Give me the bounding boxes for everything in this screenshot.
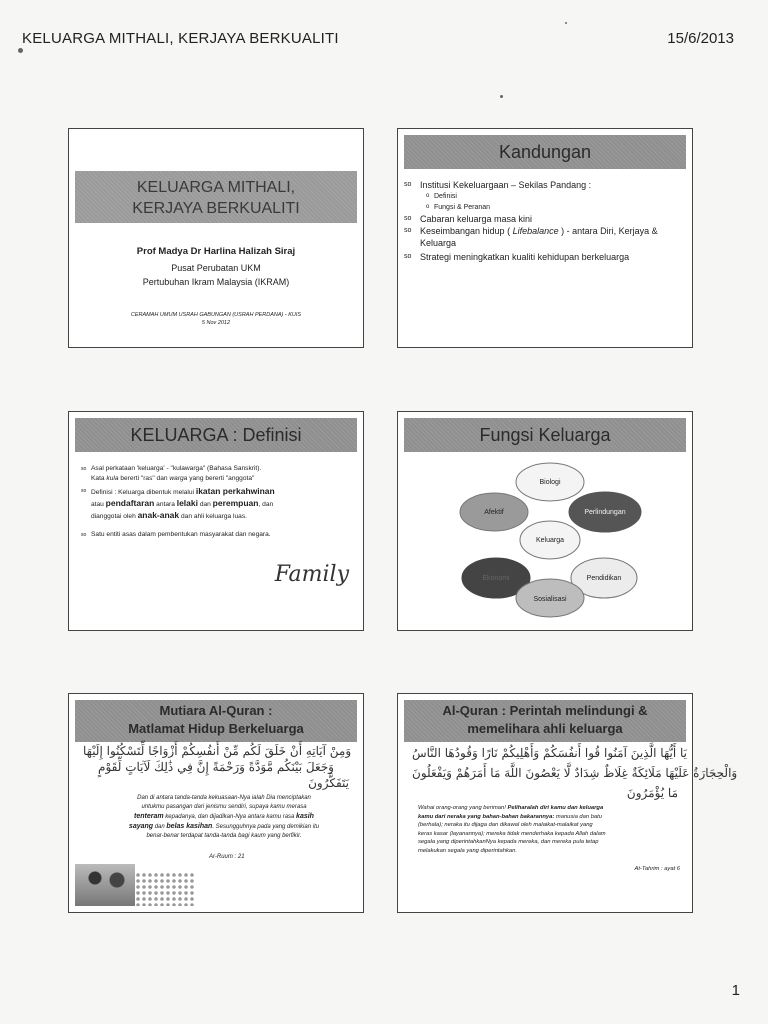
definition-text xyxy=(81,464,351,542)
bullet-icon: so xyxy=(404,227,412,234)
definition-paragraph: so Satu entiti asas dalam pembentukan masyarakat dan negara. xyxy=(81,531,271,538)
list-item: so Cabaran keluarga masa kini xyxy=(404,214,533,224)
scan-speck xyxy=(18,48,23,53)
slide-heading-line2: Matlamat Hidup Berkeluarga xyxy=(128,721,304,736)
bullet-icon: so xyxy=(81,466,87,472)
family-logo: Family xyxy=(274,562,349,587)
sub-list-item: o Fungsi & Peranan xyxy=(426,204,491,211)
author-name: Prof Madya Dr Harlina Halizah Siraj xyxy=(136,246,296,257)
arabic-verse-line1: وَمِنْ آيَاتِهِ أَنْ خَلَقَ لَكُم مِّنْ أَنفُسِكُمْ أَزْوَاجًا لِّتَسْكُنُوا إِلَيْهَا xyxy=(83,744,352,758)
arabic-verse-line3: يَتَفَكَّرُونَ xyxy=(308,776,349,790)
slide-mutiara xyxy=(68,693,364,913)
slide-definisi xyxy=(68,411,364,631)
slide-heading xyxy=(404,700,686,742)
slide-title xyxy=(68,128,364,348)
bullet-icon: so xyxy=(81,488,87,494)
slide-fungsi xyxy=(397,411,693,631)
node-label-ekonomi: Ekonomi xyxy=(482,575,510,582)
list-item: so Institusi Kekeluargaan – Sekilas Pandang : xyxy=(404,180,592,190)
arabic-verse-line1: يَا أَيُّهَا الَّذِينَ آمَنُوا قُوا أَنفُسَكُمْ وَأَهْلِيكُمْ نَارًا وَقُودُهَا النَّاسُ xyxy=(412,746,687,760)
circle-bullet-icon: o xyxy=(426,193,430,199)
scan-speck xyxy=(500,95,503,98)
node-label-perlindungan: Perlindungan xyxy=(584,509,626,516)
slide-heading: Kandungan xyxy=(404,135,686,169)
slide-al-quran xyxy=(397,693,738,913)
verse-reference: Ar-Ruum : 21 xyxy=(209,854,245,860)
slide-heading-line2: memelihara ahli keluarga xyxy=(467,721,623,736)
node-label-keluarga: Keluarga xyxy=(535,537,565,544)
bullet-icon: so xyxy=(81,532,87,538)
node-label-sosialisasi: Sosialisasi xyxy=(533,596,567,603)
event-date: 5 Nov 2012 xyxy=(201,320,231,326)
circle-bullet-icon: o xyxy=(426,204,430,210)
fungsi-diagram xyxy=(398,450,692,630)
definition-paragraph: so Definisi : Keluarga dibentuk melalui ikatan perkahwinan atau pendaftaran antara lelaki dan perempuan, dan dianggotai oleh anak-anak dan ahli keluarga luas. xyxy=(81,486,275,520)
slide-heading: Fungsi Keluarga xyxy=(404,418,686,452)
node-label-afektif: Afektif xyxy=(484,509,504,516)
family-photo xyxy=(75,864,135,906)
list-item: so Keseimbangan hidup ( Lifebalance ) - antara Diri, Kerjaya & Keluarga xyxy=(404,226,658,248)
translation-text: Wahai orang-orang yang beriman! Peliharalah diri kamu dan keluarga kamu dari neraka yang bahan-bahan bakarannya: manusia dan batu (berhala); neraka itu dijaga dan dikawal oleh malaikat-malaikat yang keras kasar (layanannya); mereka tidak menderhaka kepada Allah dalam segala yang diperintahkanNya kepada mereka, dan mereka pula tetap melakukan segala yang diperintahkan. xyxy=(418,805,606,854)
definition-paragraph: so Asal perkataan 'keluarga' - "kulawarga" (Bahasa Sanskrit). Kata kula bererti "ras" dan warga yang bererti "anggota" xyxy=(81,465,262,482)
slide-title-line1: KELUARGA MITHALI, xyxy=(136,179,296,196)
flower-decoration xyxy=(135,872,195,906)
node-label-biologi: Biologi xyxy=(539,479,561,486)
document-date: 15/6/2013 xyxy=(667,30,734,47)
slide-kandungan xyxy=(397,128,693,348)
document-title: KELUARGA MITHALI, KERJAYA BERKUALITI xyxy=(22,30,339,47)
sub-list-item: o Definisi xyxy=(426,193,457,200)
affiliation-2: Pertubuhan Ikram Malaysia (IKRAM) xyxy=(142,277,290,287)
translation-text: Dan di antara tanda-tanda kekuasaan-Nya ialah Dia menciptakan untukmu pasangan dari jenismu sendiri, supaya kamu merasa tenteram kepadanya, dan dijadikan-Nya antara kamu rasa kasih sayang dan belas kasihan. Sesungguhnya pada yang demikian itu benar-benar terdapat tanda-tanda bagi kaum yang berfikir. xyxy=(128,795,320,839)
slide-heading: KELUARGA : Definisi xyxy=(75,418,357,452)
slide-title-line2: KERJAYA BERKUALITI xyxy=(132,200,300,217)
bullet-icon: so xyxy=(404,215,412,222)
affiliation-1: Pusat Perubatan UKM xyxy=(171,263,261,273)
slide-heading-line1: Al-Quran : Perintah melindungi & xyxy=(442,703,648,718)
bullet-icon: so xyxy=(404,181,412,188)
slide-heading xyxy=(75,700,357,742)
contents-list xyxy=(404,179,692,263)
event-name: CERAMAH UMUM USRAH GABUNGAN (USRAH PERDANA) - KUIS xyxy=(130,312,302,318)
arabic-verse-line2: وَجَعَلَ بَيْنَكُم مَّوَدَّةً وَرَحْمَةً إِنَّ فِي ذَٰلِكَ لَآيَاتٍ لِّقَوْمٍ xyxy=(98,760,334,774)
node-label-pendidikan: Pendidikan xyxy=(586,575,622,582)
page-number: 1 xyxy=(731,982,740,999)
slide-title-band xyxy=(75,171,357,223)
scan-speck xyxy=(565,22,567,24)
list-item: so Strategi meningkatkan kualiti kehidupan berkeluarga xyxy=(404,252,630,262)
slide-heading-line1: Mutiara Al-Quran : xyxy=(159,703,273,718)
verse-reference: At-Tahrim : ayat 6 xyxy=(634,866,680,872)
bullet-icon: so xyxy=(404,253,412,260)
arabic-verse-line2: وَالْحِجَارَةُ عَلَيْهَا مَلَائِكَةٌ غِلَاظٌ شِدَادٌ لَّا يَعْصُونَ اللَّهَ مَا أَمَرَهُمْ وَيَفْعَلُونَ xyxy=(412,766,738,780)
arabic-verse-line3: مَا يُؤْمَرُونَ xyxy=(626,786,678,800)
